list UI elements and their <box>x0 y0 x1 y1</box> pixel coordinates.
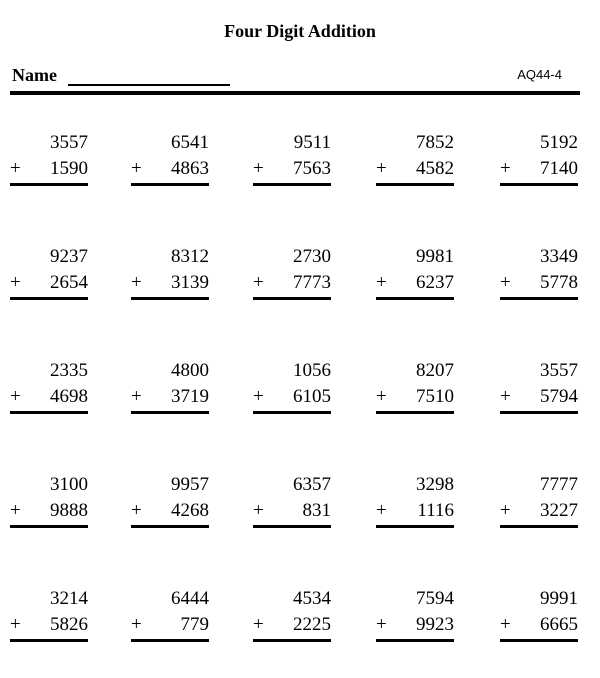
top-addend: 4534 <box>293 588 331 609</box>
bottom-addend: 4268 <box>171 500 209 521</box>
plus-sign: + <box>500 158 511 179</box>
top-addend: 6541 <box>171 132 209 153</box>
addition-problem <box>10 360 88 422</box>
top-addend: 7777 <box>540 474 578 495</box>
answer-line <box>253 297 331 300</box>
top-addend: 9981 <box>416 246 454 267</box>
top-addend: 3298 <box>416 474 454 495</box>
plus-sign: + <box>10 500 21 521</box>
plus-sign: + <box>376 386 387 407</box>
addition-problem <box>500 246 578 308</box>
plus-sign: + <box>131 272 142 293</box>
plus-sign: + <box>500 272 511 293</box>
top-addend: 2730 <box>293 246 331 267</box>
answer-line <box>10 525 88 528</box>
bottom-addend: 3139 <box>171 272 209 293</box>
worksheet-title: Four Digit Addition <box>224 21 376 41</box>
top-addend: 9511 <box>293 132 331 153</box>
bottom-addend: 7510 <box>416 386 454 407</box>
bottom-addend: 4582 <box>416 158 454 179</box>
top-addend: 6357 <box>293 474 331 495</box>
addition-problem <box>10 588 88 650</box>
plus-sign: + <box>10 386 21 407</box>
bottom-addend: 5778 <box>540 272 578 293</box>
plus-sign: + <box>10 158 21 179</box>
answer-line <box>376 411 454 414</box>
bottom-addend: 2654 <box>50 272 88 293</box>
bottom-addend: 5794 <box>540 386 578 407</box>
plus-sign: + <box>131 386 142 407</box>
answer-line <box>131 183 209 186</box>
addition-problem <box>253 360 331 422</box>
top-addend: 8312 <box>171 246 209 267</box>
addition-problem <box>253 246 331 308</box>
name-label: Name <box>12 65 57 85</box>
top-addend: 9991 <box>540 588 578 609</box>
top-addend: 1056 <box>293 360 331 381</box>
addition-problem <box>131 588 209 650</box>
plus-sign: + <box>253 500 264 521</box>
bottom-addend: 6105 <box>293 386 331 407</box>
addition-problem <box>253 588 331 650</box>
addition-problem <box>131 474 209 536</box>
addition-problem <box>376 246 454 308</box>
bottom-addend: 779 <box>180 614 209 635</box>
bottom-addend: 9888 <box>50 500 88 521</box>
top-addend: 6444 <box>171 588 209 609</box>
addition-problem <box>10 474 88 536</box>
bottom-addend: 4863 <box>171 158 209 179</box>
plus-sign: + <box>10 614 21 635</box>
plus-sign: + <box>253 386 264 407</box>
top-addend: 7594 <box>416 588 454 609</box>
plus-sign: + <box>376 272 387 293</box>
answer-line <box>253 183 331 186</box>
answer-line <box>500 525 578 528</box>
top-addend: 3214 <box>50 588 88 609</box>
addition-problem <box>131 132 209 194</box>
plus-sign: + <box>131 500 142 521</box>
worksheet-code: AQ44-4 <box>517 67 562 82</box>
bottom-addend: 3719 <box>171 386 209 407</box>
top-addend: 4800 <box>171 360 209 381</box>
addition-problem <box>500 132 578 194</box>
plus-sign: + <box>500 500 511 521</box>
bottom-addend: 2225 <box>293 614 331 635</box>
answer-line <box>500 183 578 186</box>
bottom-addend: 7563 <box>293 158 331 179</box>
bottom-addend: 5826 <box>50 614 88 635</box>
addition-problem <box>131 246 209 308</box>
bottom-addend: 7140 <box>540 158 578 179</box>
addition-problem <box>500 588 578 650</box>
top-addend: 2335 <box>50 360 88 381</box>
plus-sign: + <box>500 386 511 407</box>
addition-problem <box>253 474 331 536</box>
answer-line <box>376 183 454 186</box>
addition-problem <box>500 360 578 422</box>
addition-problem <box>376 474 454 536</box>
answer-line <box>253 525 331 528</box>
answer-line <box>500 639 578 642</box>
plus-sign: + <box>253 272 264 293</box>
top-addend: 8207 <box>416 360 454 381</box>
bottom-addend: 1116 <box>417 500 454 521</box>
bottom-addend: 3227 <box>540 500 578 521</box>
plus-sign: + <box>253 158 264 179</box>
top-addend: 7852 <box>416 132 454 153</box>
top-addend: 3349 <box>540 246 578 267</box>
plus-sign: + <box>253 614 264 635</box>
top-addend: 9957 <box>171 474 209 495</box>
bottom-addend: 9923 <box>416 614 454 635</box>
answer-line <box>131 525 209 528</box>
answer-line <box>376 525 454 528</box>
bottom-addend: 6237 <box>416 272 454 293</box>
addition-problem <box>376 132 454 194</box>
answer-line <box>253 411 331 414</box>
answer-line <box>10 297 88 300</box>
answer-line <box>131 297 209 300</box>
answer-line <box>376 297 454 300</box>
answer-line <box>500 297 578 300</box>
addition-problem <box>131 360 209 422</box>
plus-sign: + <box>376 500 387 521</box>
answer-line <box>253 639 331 642</box>
plus-sign: + <box>376 158 387 179</box>
answer-line <box>10 639 88 642</box>
addition-problem <box>500 474 578 536</box>
answer-line <box>10 183 88 186</box>
addition-problem <box>253 132 331 194</box>
addition-problem <box>10 246 88 308</box>
answer-line <box>376 639 454 642</box>
bottom-addend: 1590 <box>50 158 88 179</box>
plus-sign: + <box>376 614 387 635</box>
addition-problem <box>376 588 454 650</box>
plus-sign: + <box>500 614 511 635</box>
bottom-addend: 4698 <box>50 386 88 407</box>
plus-sign: + <box>10 272 21 293</box>
answer-line <box>500 411 578 414</box>
bottom-addend: 7773 <box>293 272 331 293</box>
answer-line <box>131 411 209 414</box>
plus-sign: + <box>131 158 142 179</box>
answer-line <box>10 411 88 414</box>
top-addend: 3100 <box>50 474 88 495</box>
top-addend: 5192 <box>540 132 578 153</box>
plus-sign: + <box>131 614 142 635</box>
bottom-addend: 6665 <box>540 614 578 635</box>
bottom-addend: 831 <box>302 500 331 521</box>
top-addend: 3557 <box>540 360 578 381</box>
top-addend: 3557 <box>50 132 88 153</box>
addition-problem <box>376 360 454 422</box>
top-addend: 9237 <box>50 246 88 267</box>
answer-line <box>131 639 209 642</box>
addition-problem <box>10 132 88 194</box>
